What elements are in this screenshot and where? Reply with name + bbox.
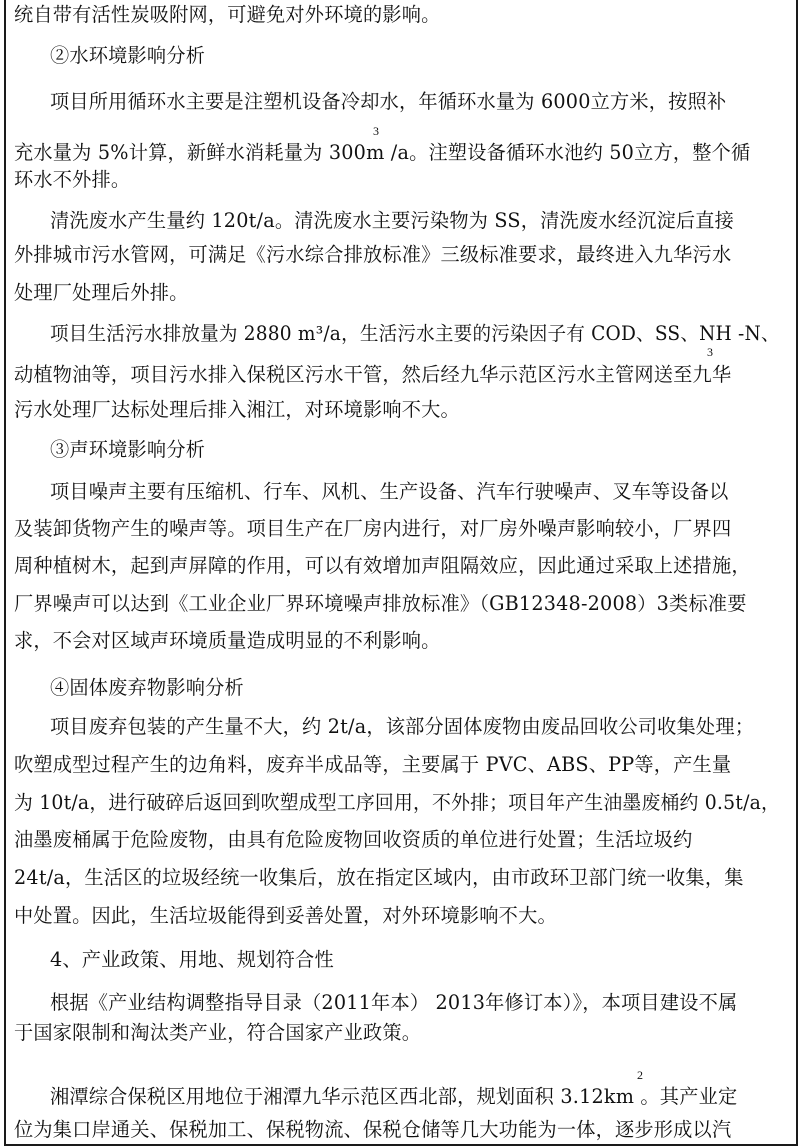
text-line: 动植物油等，项目污水排入保税区污水干管，然后经九华示范区污水主管网送至九华 (14, 363, 732, 386)
text-line: 统自带有活性炭吸附网，可避免对外环境的影响。 (14, 3, 441, 26)
text-line: 湘潭综合保税区用地位于湘潭九华示范区西北部，规划面积 3.12km 。其产业定 (50, 1085, 738, 1108)
superscript: 2 (637, 1068, 643, 1082)
text-line: 为 10t/a，进行破碎后返回到吹塑成型工序回用，不外排；项目年产生油墨废桶约 0.5t/a， (14, 791, 781, 814)
text-line: 外排城市污水管网，可满足《污水综合排放标准》三级标准要求，最终进入九华污水 (14, 243, 732, 266)
text-line: 位为集口岸通关、保税加工、保税物流、保税仓储等几大功能为一体，逐步形成以汽 (14, 1118, 732, 1141)
text-line: 充水量为 5%计算，新鲜水消耗量为 300m /a。注塑设备循环水池约 50立方，整个循 (14, 141, 751, 164)
text-line: 项目所用循环水主要是注塑机设备冷却水，年循环水量为 6000立方米，按照补 (50, 90, 727, 113)
text-line: 污水处理厂达标处理后排入湘江，对环境影响不大。 (14, 398, 460, 421)
text-line: 项目生活污水排放量为 2880 m³/a，生活污水主要的污染因子有 COD、SS、NH -N、 (50, 322, 780, 345)
text-line: 环水不外排。 (14, 168, 131, 191)
text-line: 处理厂处理后外排。 (14, 281, 189, 304)
text-line: 项目噪声主要有压缩机、行车、风机、生产设备、汽车行驶噪声、叉车等设备以 (50, 480, 729, 503)
section-heading-noise: ③声环境影响分析 (50, 438, 206, 461)
section-heading-policy: 4、产业政策、用地、规划符合性 (50, 948, 334, 971)
section-heading-water: ②水环境影响分析 (50, 44, 206, 67)
text-line: 吹塑成型过程产生的边角料，废弃半成品等，主要属于 PVC、ABS、PP等，产生量 (14, 753, 732, 776)
text-line: 求，不会对区域声环境质量造成明显的不利影响。 (14, 629, 441, 652)
text-line: 项目废弃包装的产生量不大，约 2t/a，该部分固体废物由废品回收公司收集处理； (50, 715, 755, 738)
text-line: 清洗废水产生量约 120t/a。清洗废水主要污染物为 SS，清洗废水经沉淀后直接 (50, 209, 735, 232)
superscript: 3 (373, 124, 379, 138)
section-heading-solid-waste: ④固体废弃物影响分析 (50, 676, 244, 699)
text-line: 厂界噪声可以达到《工业企业厂界环境噪声排放标准》（GB12348-2008）3类标准要 (14, 592, 747, 615)
text-line: 油墨废桶属于危险废物，由具有危险废物回收资质的单位进行处置；生活垃圾约 (14, 828, 693, 851)
text-line: 根据《产业结构调整指导目录（2011年本） 2013年修订本）》，本项目建设不属 (50, 991, 738, 1014)
text-line: 周种植树木，起到声屏障的作用，可以有效增加声阻隔效应，因此通过采取上述措施， (14, 554, 751, 577)
text-line: 于国家限制和淘汰类产业，符合国家产业政策。 (14, 1021, 422, 1044)
text-line: 及装卸货物产生的噪声等。项目生产在厂房内进行，对厂房外噪声影响较小，厂界四 (14, 517, 732, 540)
text-line: 24t/a，生活区的垃圾经统一收集后，放在指定区域内，由市政环卫部门统一收集，集 (14, 866, 744, 889)
text-line: 中处置。因此，生活垃圾能得到妥善处置，对外环境影响不大。 (14, 904, 557, 927)
superscript: 3 (707, 345, 713, 359)
